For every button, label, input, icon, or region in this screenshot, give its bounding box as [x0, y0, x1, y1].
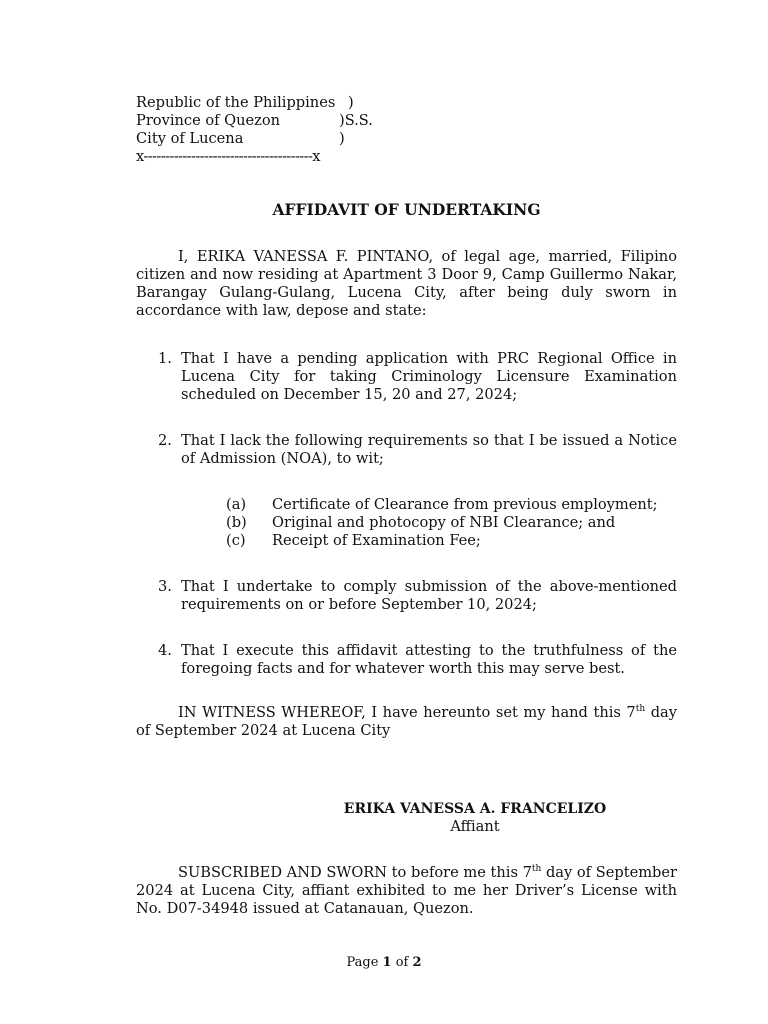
- numbered-statements: [136, 350, 677, 678]
- caption-line-republic: [136, 94, 677, 112]
- caption-ss: )S.S.: [339, 112, 373, 129]
- requirements-list: [136, 496, 677, 550]
- caption-line-province: [136, 112, 677, 130]
- requirement-label: (c): [226, 532, 246, 549]
- statement-number: 1.: [158, 350, 172, 367]
- statement-text: That I undertake to comply submission of the above-mentioned requirements on or before September 10, 2024;: [181, 578, 677, 613]
- jurat-text-start: SUBSCRIBED AND SWORN to before me this 7: [178, 864, 532, 881]
- affiant-name: ERIKA VANESSA A. FRANCELIZO: [343, 801, 607, 817]
- jurat-text-end: day of September 2024 at Lucena City, affiant exhibited to me her Driver’s License with No. D07-34948 issued at Catanauan, Quezon.: [136, 864, 677, 917]
- document-page: [136, 94, 677, 918]
- page-number-footer: [0, 954, 768, 972]
- statement-number: 4.: [158, 642, 172, 659]
- document-title: AFFIDAVIT OF UNDERTAKING: [272, 200, 541, 219]
- requirement-row-c: [136, 532, 677, 550]
- footer-page-word: Page: [346, 955, 379, 970]
- footer-total-pages: 2: [412, 955, 422, 970]
- caption-city: City of Lucena: [136, 130, 244, 147]
- venue-caption: [136, 94, 677, 166]
- requirement-row-a: [136, 496, 677, 514]
- signature-block: [334, 800, 616, 836]
- footer-current-page: 1: [382, 955, 392, 970]
- statement-text: That I have a pending application with PRC Regional Office in Lucena City for taking Criminology Licensure Examination scheduled on December 15, 20 and 27, 2024;: [181, 350, 677, 403]
- statement-item-2: [136, 432, 677, 468]
- statement-text: That I execute this affidavit attesting to the truthfulness of the foregoing facts and for whatever worth this may serve best.: [181, 642, 677, 677]
- caption-separator: x---------------------------------------x: [136, 148, 320, 165]
- footer-of-word: of: [395, 955, 409, 970]
- caption-republic: Republic of the Philippines: [136, 94, 336, 111]
- intro-paragraph: I, ERIKA VANESSA F. PINTANO, of legal age, married, Filipino citizen and now residing at Apartment 3 Door 9, Camp Guillermo Nakar, Barangay Gulang-Gulang, Lucena City, after being duly sworn in accordance with law, depose and state:: [136, 248, 677, 319]
- statement-number: 3.: [158, 578, 172, 595]
- jurat-paragraph: [136, 864, 677, 918]
- caption-line-city: [136, 130, 677, 148]
- statement-text: That I lack the following requirements so that I be issued a Notice of Admission (NOA), to wit;: [181, 432, 677, 467]
- requirement-text: Receipt of Examination Fee;: [272, 532, 481, 549]
- caption-paren-3: ): [339, 130, 345, 147]
- statement-item-1: [136, 350, 677, 404]
- statement-item-4: [136, 642, 677, 678]
- affiant-role: Affiant: [450, 818, 500, 835]
- witness-text-start: IN WITNESS WHEREOF, I have hereunto set my hand this 7: [178, 704, 636, 721]
- caption-paren-1: ): [348, 94, 354, 111]
- requirement-label: (b): [226, 514, 247, 531]
- witness-text-end: day of September 2024 at Lucena City: [136, 704, 677, 739]
- requirement-row-b: [136, 514, 677, 532]
- statement-item-3: [136, 578, 677, 614]
- jurat-ordinal: th: [531, 864, 542, 875]
- witness-paragraph: [136, 704, 677, 740]
- requirement-text: Certificate of Clearance from previous employment;: [272, 496, 658, 513]
- requirement-text: Original and photocopy of NBI Clearance; and: [272, 514, 616, 531]
- requirement-label: (a): [226, 496, 247, 513]
- witness-ordinal: th: [635, 704, 646, 715]
- statement-number: 2.: [158, 432, 172, 449]
- caption-province: Province of Quezon: [136, 112, 281, 129]
